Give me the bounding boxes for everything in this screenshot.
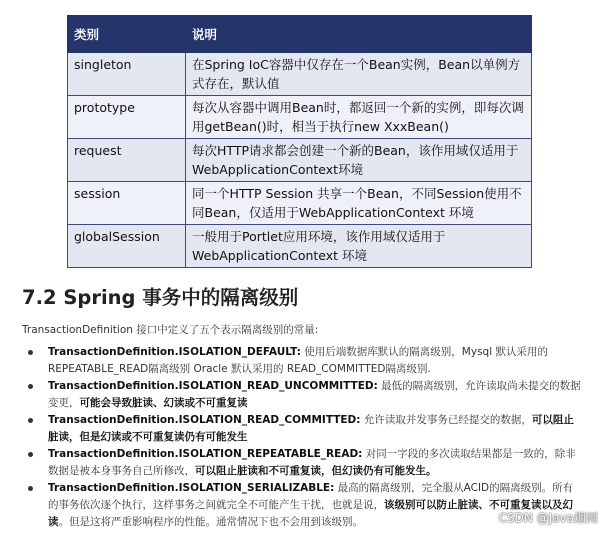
level-emphasis: 该级别可以防止脏读、不可重复读以及幻读: [48, 499, 573, 528]
list-item: [22, 344, 582, 378]
list-item: [22, 446, 582, 480]
section-intro: TransactionDefinition 接口中定义了五个表示隔离级别的常量:: [22, 324, 319, 336]
section-heading: 7.2 Spring 事务中的隔离级别: [22, 286, 299, 309]
scope-description: 在Spring IoC容器中仅存在一个Bean实例，Bean以单例方式存在，默认值: [186, 53, 532, 96]
csdn-watermark: CSDN @Java烟雨: [498, 511, 598, 525]
table-row: [68, 96, 532, 139]
scope-description: 同一个HTTP Session 共享一个Bean，不同Session使用不同Bean，仅适用于WebApplicationContext 环境: [186, 182, 532, 225]
bean-scope-table: [67, 15, 532, 268]
header-category: 类别: [68, 16, 186, 53]
table-header-row: [68, 16, 532, 53]
scope-name: singleton: [68, 53, 186, 96]
level-text: 对同一字段的多次读取结果都是一致的，除非数据是被本身事务自己所修改，: [48, 448, 576, 478]
table-row: [68, 53, 532, 96]
level-name: TransactionDefinition.ISOLATION_READ_UNCOMMITTED:: [48, 380, 378, 393]
level-text: 允许读取并发事务已经提交的数据，: [360, 414, 532, 427]
level-emphasis: 可以阻止脏读，但是幻读或不可重复读仍有可能发生: [48, 414, 574, 443]
table-row: [68, 225, 532, 268]
isolation-level-list: [22, 344, 582, 531]
scope-description: 每次从容器中调用Bean时，都返回一个新的实例，即每次调用getBean()时，相当于执行new XxxBean(): [186, 96, 532, 139]
level-text: 使用后端数据库默认的隔离级别，Mysql 默认采用的 REPEATABLE_READ隔离级别 Oracle 默认采用的 READ_COMMITTED隔离级别.: [48, 346, 548, 375]
scope-name: globalSession: [68, 225, 186, 268]
scope-name: prototype: [68, 96, 186, 139]
list-item: [22, 378, 582, 412]
level-name: TransactionDefinition.ISOLATION_READ_COMMITTED:: [48, 414, 361, 427]
table-row: [68, 139, 532, 182]
level-name: TransactionDefinition.ISOLATION_SERIALIZABLE:: [48, 482, 335, 495]
list-item: [22, 412, 582, 446]
level-text: 最低的隔离级别，允许读取尚未提交的数据变更，: [48, 380, 581, 409]
level-tail: 。但是这将严重影响程序的性能。通常情况下也不会用到该级别。: [58, 515, 363, 528]
scope-name: request: [68, 139, 186, 182]
table-row: [68, 182, 532, 225]
level-name: TransactionDefinition.ISOLATION_REPEATABLE_READ:: [48, 448, 363, 461]
scope-description: 每次HTTP请求都会创建一个新的Bean，该作用域仅适用于WebApplicationContext环境: [186, 139, 532, 182]
level-name: TransactionDefinition.ISOLATION_DEFAULT:: [48, 346, 301, 358]
level-emphasis: 可能会导致脏读、幻读或不可重复读: [79, 396, 248, 409]
scope-description: 一般用于Portlet应用环境，该作用域仅适用于WebApplicationContext 环境: [186, 225, 532, 268]
header-description: 说明: [186, 16, 532, 53]
scope-name: session: [68, 182, 186, 225]
level-emphasis: 可以阻止脏读和不可重复读，但幻读仍有可能发生。: [195, 465, 437, 478]
level-text: 最高的隔离级别，完全服从ACID的隔离级别。所有的事务依次逐个执行，这样事务之间就完全不可能产生干扰，也就是说，: [48, 482, 574, 512]
